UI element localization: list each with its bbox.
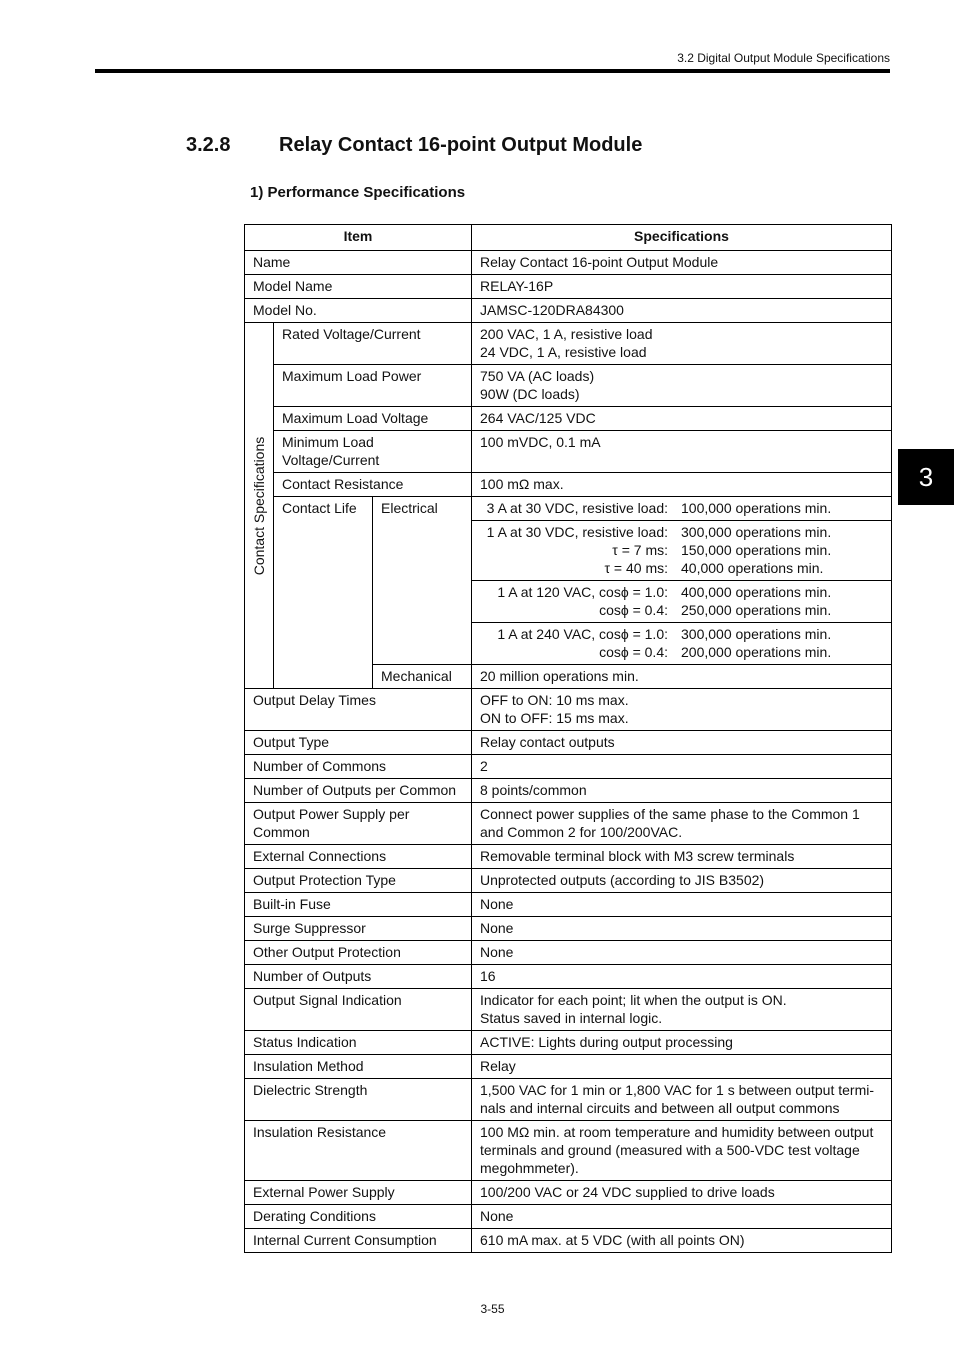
spec-text: Unprotected outputs (according to JIS B3502) (480, 872, 765, 888)
table-row (245, 779, 892, 803)
table-row (245, 251, 892, 275)
table-header-row (245, 225, 892, 251)
chapter-tab: 3 (898, 449, 954, 505)
life-condition: τ = 40 ms: (604, 560, 668, 576)
spec-cell (472, 869, 892, 893)
life-block (472, 521, 891, 580)
spec-cell (472, 755, 892, 779)
spec-text: 100 mVDC, 0.1 mA (480, 434, 601, 450)
life-operations: 100,000 operations min. (681, 500, 832, 516)
spec-text: 1,500 VAC for 1 min or 1,800 VAC for 1 s between output termi-nals and internal circuits and between all output commons (480, 1082, 875, 1116)
running-head: 3.2 Digital Output Module Specifications (677, 51, 890, 65)
item-cell: Other Output Protection (245, 941, 472, 965)
table-row (245, 1181, 892, 1205)
spec-text: Indicator for each point; lit when the output is ON. (480, 992, 787, 1008)
life-block (472, 623, 891, 664)
spec-cell (472, 323, 892, 365)
table-row (245, 803, 892, 845)
spec-cell (472, 1121, 892, 1181)
item-cell: Minimum Load Voltage/Current (274, 431, 472, 473)
electrical-cell: Electrical (373, 497, 472, 665)
page-number: 3-55 (480, 1302, 505, 1316)
item-cell: Number of Outputs (245, 965, 472, 989)
life-line (472, 541, 883, 559)
table-row (245, 299, 892, 323)
spec-text: 750 VA (AC loads) (480, 368, 595, 384)
header-item: Item (245, 225, 472, 251)
table-row (245, 431, 892, 473)
item-cell: Insulation Method (245, 1055, 472, 1079)
spec-text: 264 VAC/125 VDC (480, 410, 596, 426)
contact-group-cell (245, 323, 274, 689)
life-condition: τ = 7 ms: (612, 542, 668, 558)
spec-cell (472, 803, 892, 845)
spec-cell (472, 893, 892, 917)
spec-text: OFF to ON: 10 ms max. (480, 692, 629, 708)
item-cell: Derating Conditions (245, 1205, 472, 1229)
item-cell: Maximum Load Voltage (274, 407, 472, 431)
table-row (245, 275, 892, 299)
item-cell: Number of Commons (245, 755, 472, 779)
header-specifications: Specifications (472, 225, 892, 251)
spec-text: Connect power supplies of the same phase to the Common 1 and Common 2 for 100/200VAC. (480, 806, 860, 840)
item-cell: Maximum Load Power (274, 365, 472, 407)
item-cell: Output Protection Type (245, 869, 472, 893)
life-operations: 300,000 operations min. (681, 524, 832, 540)
spec-cell (472, 1181, 892, 1205)
contact-life-cell: Contact Life (274, 497, 373, 689)
spec-text: Relay (480, 1058, 516, 1074)
item-cell: External Power Supply (245, 1181, 472, 1205)
life-condition: 3 A at 30 VDC, resistive load: (486, 500, 668, 516)
spec-cell: RELAY-16P (472, 275, 892, 299)
table-row (245, 1031, 892, 1055)
table-row (245, 917, 892, 941)
contact-life-spec (472, 623, 892, 665)
life-line (472, 499, 883, 517)
life-operations: 300,000 operations min. (681, 626, 832, 642)
life-operations: 400,000 operations min. (681, 584, 832, 600)
table-row (245, 1121, 892, 1181)
life-block (472, 581, 891, 622)
spec-cell (472, 431, 892, 473)
spec-text: 610 mA max. at 5 VDC (with all points ON) (480, 1232, 745, 1248)
table-row (245, 407, 892, 431)
spec-cell (472, 407, 892, 431)
spec-text: 200 VAC, 1 A, resistive load (480, 326, 653, 342)
spec-text: 2 (480, 758, 488, 774)
spec-text: 100/200 VAC or 24 VDC supplied to drive loads (480, 1184, 775, 1200)
table-row (245, 473, 892, 497)
item-cell: Model No. (245, 299, 472, 323)
life-line (472, 643, 883, 661)
life-line (472, 523, 883, 541)
table-row (245, 845, 892, 869)
life-line (472, 559, 883, 577)
contact-life-spec (472, 497, 892, 521)
spec-text: 100 mΩ max. (480, 476, 564, 492)
contact-life-spec (472, 581, 892, 623)
spec-text: 24 VDC, 1 A, resistive load (480, 344, 647, 360)
item-cell: Output Delay Times (245, 689, 472, 731)
item-cell: Contact Resistance (274, 473, 472, 497)
header-rule (95, 69, 890, 73)
spec-cell (472, 917, 892, 941)
spec-cell (472, 845, 892, 869)
table-row (245, 755, 892, 779)
spec-cell (472, 689, 892, 731)
table-row (245, 689, 892, 731)
spec-cell (472, 965, 892, 989)
spec-text: 90W (DC loads) (480, 386, 580, 402)
item-cell: Number of Outputs per Common (245, 779, 472, 803)
spec-cell (472, 473, 892, 497)
table-row (245, 731, 892, 755)
table-row (245, 965, 892, 989)
spec-table (244, 224, 892, 1253)
spec-text: 16 (480, 968, 496, 984)
life-condition: 1 A at 120 VAC, cosϕ = 1.0: (497, 584, 668, 600)
table-row (245, 1079, 892, 1121)
subsection-title: 1) Performance Specifications (250, 184, 466, 201)
spec-text: None (480, 920, 514, 936)
spec-text: None (480, 1208, 514, 1224)
spec-text: Relay contact outputs (480, 734, 615, 750)
table-row (245, 323, 892, 365)
item-cell: Insulation Resistance (245, 1121, 472, 1181)
spec-cell (472, 779, 892, 803)
spec-cell (472, 1079, 892, 1121)
spec-cell: JAMSC-120DRA84300 (472, 299, 892, 323)
spec-text: None (480, 944, 514, 960)
table-row (245, 1229, 892, 1253)
item-cell: Model Name (245, 275, 472, 299)
item-cell: Status Indication (245, 1031, 472, 1055)
life-line (472, 625, 883, 643)
life-condition: 1 A at 240 VAC, cosϕ = 1.0: (497, 626, 668, 642)
spec-cell (472, 1055, 892, 1079)
section-title-text: Relay Contact 16-point Output Module (279, 134, 643, 156)
spec-text: 8 points/common (480, 782, 587, 798)
contact-life-spec (472, 521, 892, 581)
item-cell: Name (245, 251, 472, 275)
item-cell: Output Power Supply per Common (245, 803, 472, 845)
table-row (245, 869, 892, 893)
spec-cell (472, 989, 892, 1031)
life-condition: cosϕ = 0.4: (599, 644, 668, 660)
life-operations: 250,000 operations min. (681, 602, 832, 618)
table-row (245, 893, 892, 917)
table-row (245, 941, 892, 965)
contact-group-label: Contact Specifications (251, 436, 267, 575)
life-line (472, 583, 883, 601)
spec-cell: Relay Contact 16-point Output Module (472, 251, 892, 275)
table-row (245, 497, 892, 521)
section-title (186, 134, 642, 157)
spec-text: ACTIVE: Lights during output processing (480, 1034, 733, 1050)
item-cell: Internal Current Consumption (245, 1229, 472, 1253)
item-cell: Dielectric Strength (245, 1079, 472, 1121)
life-condition: cosϕ = 0.4: (599, 602, 668, 618)
item-cell: Built-in Fuse (245, 893, 472, 917)
spec-cell (472, 1031, 892, 1055)
item-cell: Output Type (245, 731, 472, 755)
spec-cell (472, 365, 892, 407)
spec-text: ON to OFF: 15 ms max. (480, 710, 629, 726)
mechanical-cell: Mechanical (373, 665, 472, 689)
life-line (472, 601, 883, 619)
spec-text: Status saved in internal logic. (480, 1010, 663, 1026)
table-row (245, 365, 892, 407)
spec-text: 100 MΩ min. at room temperature and humidity between output terminals and ground (measured with a 500-VDC test voltage megohmmeter). (480, 1124, 874, 1176)
item-cell: Output Signal Indication (245, 989, 472, 1031)
spec-cell (472, 941, 892, 965)
life-condition: 1 A at 30 VDC, resistive load: (486, 524, 668, 540)
spec-cell (472, 1205, 892, 1229)
table-row (245, 989, 892, 1031)
life-operations: 40,000 operations min. (681, 560, 824, 576)
spec-cell: 20 million operations min. (472, 665, 892, 689)
life-operations: 200,000 operations min. (681, 644, 832, 660)
spec-cell (472, 731, 892, 755)
spec-text: None (480, 896, 514, 912)
life-operations: 150,000 operations min. (681, 542, 832, 558)
life-block (472, 497, 891, 520)
item-cell: Rated Voltage/Current (274, 323, 472, 365)
table-row (245, 1055, 892, 1079)
spec-cell (472, 1229, 892, 1253)
item-cell: Surge Suppressor (245, 917, 472, 941)
spec-text: Removable terminal block with M3 screw terminals (480, 848, 795, 864)
table-row (245, 1205, 892, 1229)
section-number: 3.2.8 (186, 134, 231, 156)
item-cell: External Connections (245, 845, 472, 869)
